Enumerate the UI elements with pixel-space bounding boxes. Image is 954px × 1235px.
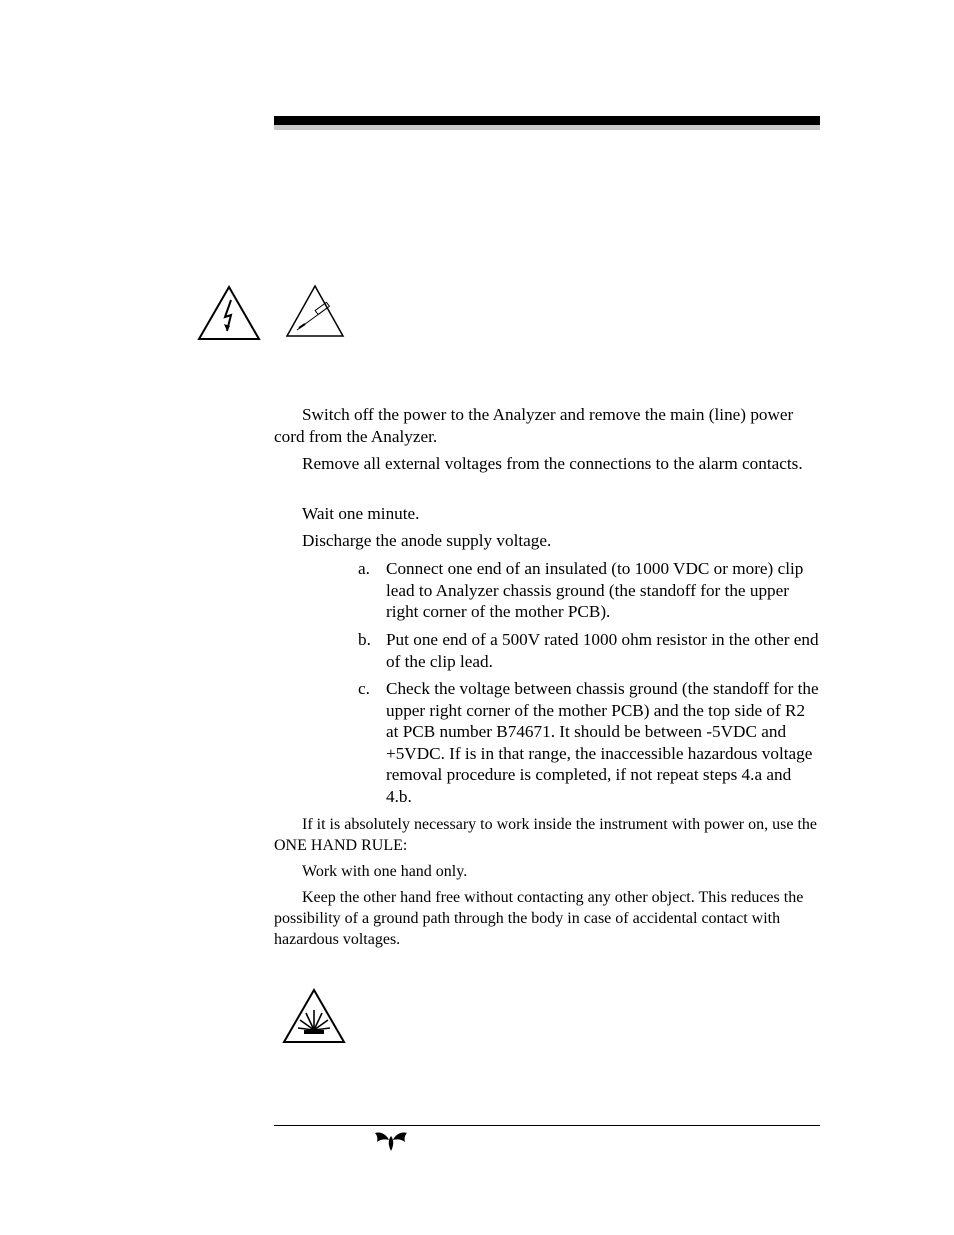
one-hand-rule-paragraph: If it is absolutely necessary to work inside the instrument with power on, use the ONE HAND RULE: <box>274 816 818 854</box>
header-rule <box>274 116 820 125</box>
header-rule-shadow <box>274 125 820 130</box>
substep-label: b. <box>358 630 371 649</box>
substep-label: a. <box>358 559 370 578</box>
substep-item <box>358 558 820 624</box>
substep-item <box>358 678 820 808</box>
electric-shock-warning-icon <box>197 285 261 341</box>
step-paragraph: Remove all external voltages from the connections to the alarm contacts. <box>302 454 803 473</box>
footer-rule <box>274 1125 820 1126</box>
teledyne-logo-icon <box>373 1130 409 1152</box>
step-paragraph: Wait one minute. <box>302 504 420 523</box>
substep-item <box>358 629 820 673</box>
one-hand-rule-paragraph: Keep the other hand free without contacting any other object. This reduces the possibility of a ground path through the body in case of accidental contact with hazardous voltages. <box>274 889 804 948</box>
substep-text: Check the voltage between chassis ground (the standoff for the upper right corner of the mother PCB) and the top side of R2 at PCB number B74671. It should be between -5VDC and +5VDC. If is in that range, the inaccessible hazardous voltage removal procedure is completed, if not repeat steps 4.a and 4.b. <box>386 679 819 806</box>
substep-text: Connect one end of an insulated (to 1000 VDC or more) clip lead to Analyzer chassis ground (the standoff for the upper right corner of the mother PCB). <box>386 559 804 621</box>
explosion-warning-icon <box>282 988 346 1044</box>
step-paragraph: Switch off the power to the Analyzer and remove the main (line) power cord from the Analyzer. <box>274 405 794 446</box>
substep-text: Put one end of a 500V rated 1000 ohm resistor in the other end of the clip lead. <box>386 630 819 671</box>
one-hand-rule-paragraph: Work with one hand only. <box>302 863 468 880</box>
substep-label: c. <box>358 679 370 698</box>
screwdriver-warning-icon <box>285 284 345 338</box>
step-paragraph: Discharge the anode supply voltage. <box>302 531 552 550</box>
